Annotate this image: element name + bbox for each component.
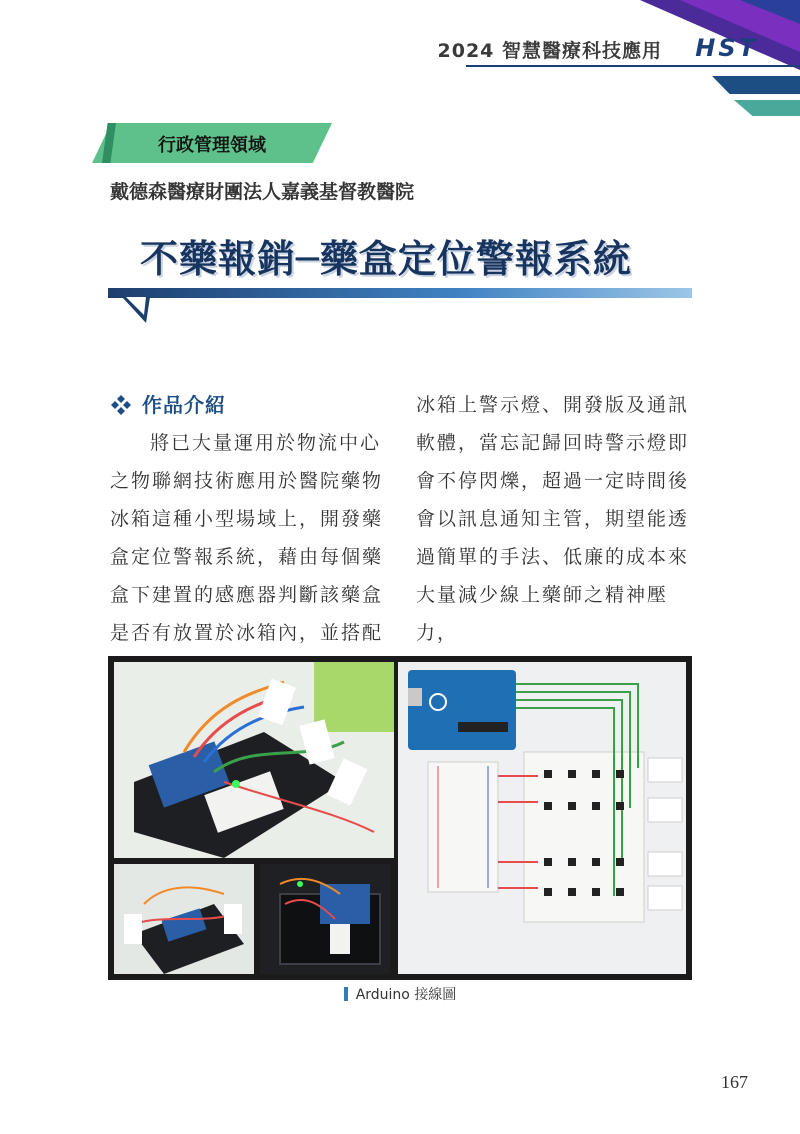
page-number: 167 xyxy=(721,1072,748,1092)
board-enclosure-photo xyxy=(260,864,390,974)
caption-marker xyxy=(344,987,348,1001)
body-line: 盒下建置的感應器判斷該藥盒 xyxy=(110,584,384,606)
body-line: 冰箱這種小型場域上，開發藥 xyxy=(110,508,384,530)
article-title: 不藥報銷─藥盒定位警報系統 xyxy=(140,237,632,281)
wiring-closeup-photo xyxy=(114,864,254,974)
section-heading-text: 作品介紹 xyxy=(142,393,226,417)
category-tab xyxy=(92,123,332,163)
header-accent-bar-teal xyxy=(734,100,800,116)
figure-collage xyxy=(108,656,692,980)
figure-caption xyxy=(0,984,800,1004)
body-line: 過簡單的手法、低廉的成本來 xyxy=(416,546,690,568)
body-line: 之物聯網技術應用於醫院藥物 xyxy=(110,470,384,492)
body-line: 是否有放置於冰箱內，並搭配 xyxy=(110,622,384,644)
title-underline-bar xyxy=(108,288,692,298)
figure-caption-text: Arduino 接線圖 xyxy=(355,987,457,1003)
header-rule xyxy=(466,65,800,67)
body-line: 軟體，當忘記歸回時警示燈即 xyxy=(416,432,690,454)
category-label: 行政管理領域 xyxy=(158,135,266,156)
body-line: 盒定位警報系統，藉由每個藥 xyxy=(110,546,384,568)
section-heading xyxy=(110,386,388,424)
arduino-prototype-photo xyxy=(114,662,394,858)
body-column-right xyxy=(416,386,698,690)
diamond-cluster-icon xyxy=(110,394,132,416)
body-line: 會不停閃爍，超過一定時間後 xyxy=(416,470,690,492)
body-line: 將已大量運用於物流中心 xyxy=(150,432,382,454)
header-accent-bar-navy xyxy=(712,76,800,94)
publication-title: 2024 智慧醫療科技應用 xyxy=(437,40,662,62)
body-line: 冰箱上警示燈、開發版及通訊 xyxy=(416,394,690,416)
hst-logo: HST xyxy=(695,34,758,62)
body-line: 會以訊息通知主管，期望能透 xyxy=(416,508,690,530)
organization-name: 戴德森醫療財團法人嘉義基督教醫院 xyxy=(110,181,415,203)
body-line: 大量減少線上藥師之精神壓力， xyxy=(416,584,669,644)
arduino-breadboard-wiring-diagram xyxy=(398,662,686,974)
title-notch-graphic xyxy=(122,297,150,323)
body-column-left xyxy=(110,386,388,652)
